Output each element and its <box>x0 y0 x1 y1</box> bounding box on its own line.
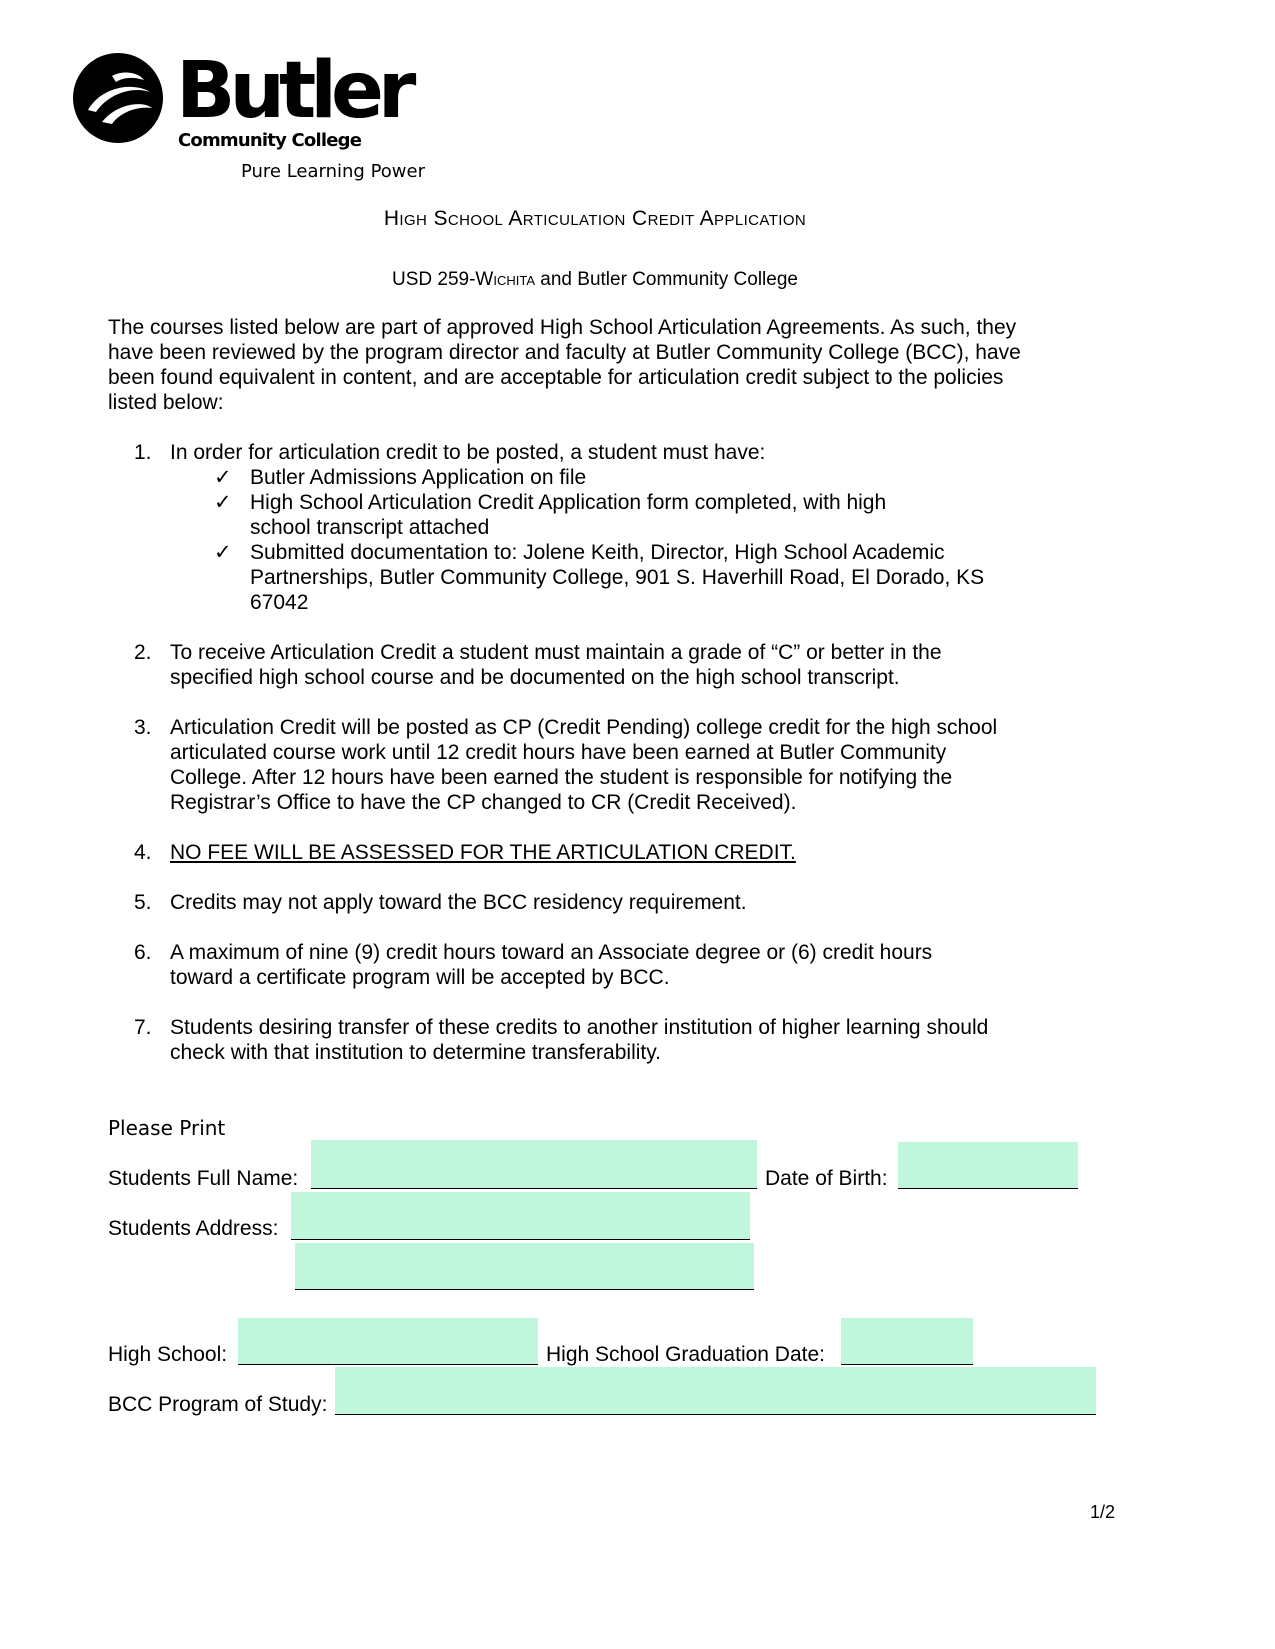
checklist-text: Butler Admissions Application on file <box>250 466 587 489</box>
program-label: BCC Program of Study: <box>108 1393 328 1416</box>
policy-number: 5. <box>134 891 152 914</box>
dob-field[interactable] <box>898 1142 1078 1189</box>
address-label: Students Address: <box>108 1217 279 1240</box>
full-name-field[interactable] <box>311 1140 757 1189</box>
subtitle-post: and Butler Community College <box>535 269 798 290</box>
please-print-label: Please Print <box>108 1116 226 1140</box>
policy-text: To receive Articulation Credit a student must maintain a grade of “C” or better in the specified high school course and be documented on the high school transcript. <box>170 641 942 689</box>
dob-label: Date of Birth: <box>765 1167 888 1190</box>
policy-number: 4. <box>134 841 152 864</box>
address-line1-field[interactable] <box>291 1192 750 1240</box>
logo-name: Butler <box>176 46 411 136</box>
policy-text: Credits may not apply toward the BCC residency requirement. <box>170 891 747 914</box>
check-icon: ✓ <box>214 466 232 489</box>
butler-logo-icon <box>72 52 164 144</box>
checklist-text: High School Articulation Credit Application form completed, with high school transcript attached <box>250 491 887 539</box>
high-school-label: High School: <box>108 1343 228 1366</box>
address-line2-field[interactable] <box>295 1243 754 1290</box>
tagline: Pure Learning Power <box>240 161 426 182</box>
policy-number: 2. <box>134 641 152 664</box>
policy-number: 3. <box>134 716 152 739</box>
page-number: 1/2 <box>1089 1502 1115 1522</box>
check-icon: ✓ <box>214 541 232 564</box>
check-icon: ✓ <box>214 491 232 514</box>
policy-text: Students desiring transfer of these credits to another institution of higher learning should check with that institution to determine transferability. <box>170 1016 989 1064</box>
policy-text: Articulation Credit will be posted as CP (Credit Pending) college credit for the high school articulated course work until 12 credit hours have been earned at Butler Community College. After 12 hours have been earned the student is responsible for notifying the Registrar’s Office to have the CP changed to CR (Credit Received). <box>170 716 998 814</box>
full-name-label: Students Full Name: <box>108 1167 299 1190</box>
policy-number: 1. <box>134 441 152 464</box>
high-school-field[interactable] <box>238 1318 538 1365</box>
document-title: High School Articulation Credit Application <box>383 207 807 230</box>
grad-date-label: High School Graduation Date: <box>546 1343 825 1366</box>
subtitle-pre: USD 259- <box>392 269 476 290</box>
document-subtitle <box>0 269 1190 291</box>
logo-subname: Community College <box>178 130 362 151</box>
subtitle-district: Wichita <box>475 269 536 290</box>
grad-date-field[interactable] <box>841 1318 973 1365</box>
intro-paragraph: The courses listed below are part of approved High School Articulation Agreements. As such, they have been reviewed by the program director and faculty at Butler Community College (BCC), have been found equivalent in content, and are acceptable for articulation credit subject to the policies listed below: <box>108 316 1021 414</box>
checklist-text: Submitted documentation to: Jolene Keith, Director, High School Academic Partnerships, Butler Community College, 901 S. Haverhill Road, El Dorado, KS 67042 <box>250 541 985 614</box>
policy-text: In order for articulation credit to be posted, a student must have: <box>170 441 766 464</box>
policy-text-no-fee: NO FEE WILL BE ASSESSED FOR THE ARTICULATION CREDIT. <box>170 841 796 864</box>
policy-text: A maximum of nine (9) credit hours toward an Associate degree or (6) credit hours toward a certificate program will be accepted by BCC. <box>170 941 933 989</box>
policy-number: 6. <box>134 941 152 964</box>
program-field[interactable] <box>335 1367 1096 1415</box>
policy-number: 7. <box>134 1016 152 1039</box>
